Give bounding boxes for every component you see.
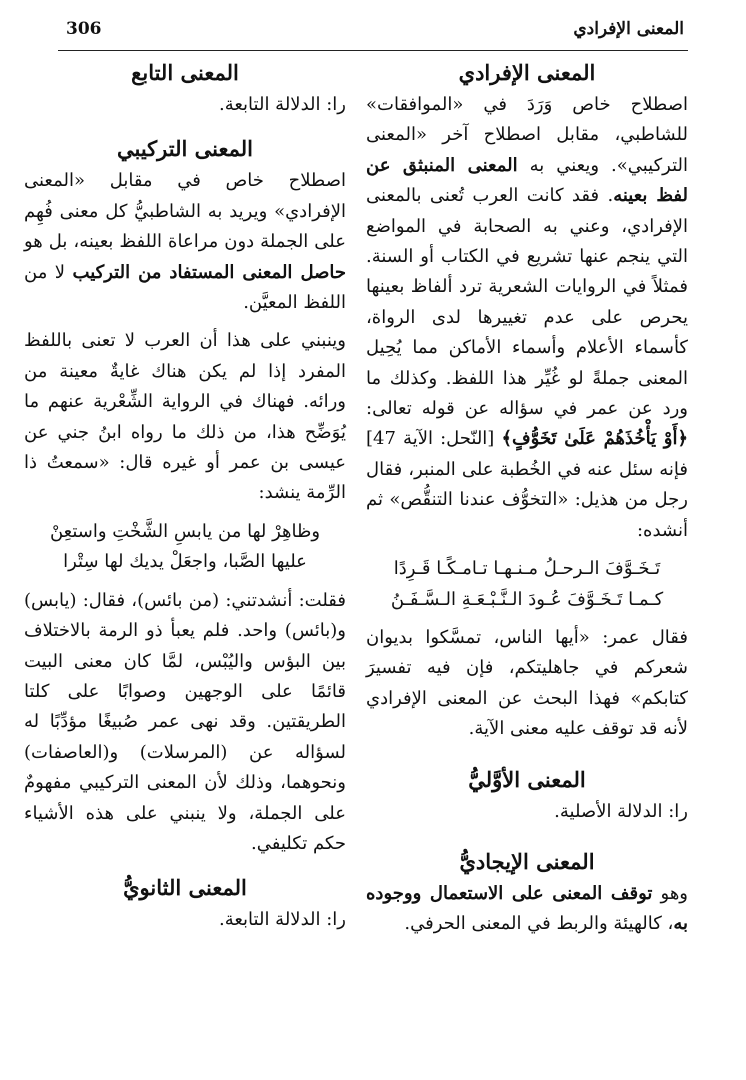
entry-paragraph: فقلت: أنشدتني: (من بائس)، فقال: (يابس) و(بائس) واحد. فلم يعبأ ذو الرمة بالاختلاف بين البؤس واليُبْس، لمَّا كان معنى البيت قائمًا على الوجهين وصوابًا على كلتا الطريقتين. وقد نهى عمر صُبيغًا مؤدِّبًا له لسؤاله عن (المرسلات) و(العاصفات) ونحوهما، وذلك لأن المعنى التركيبي مفهومٌ على الجملة، ولا ينبني على هذه الأشياء حكم تكليفي. (24, 589, 346, 854)
entry-text: [النّحل: الآية 47] فإنه سئل عنه في الخُطبة على المنبر، فقال رجل من هذيل: «التخوُّف عندنا التنقُّص» ثم أنشده: (366, 428, 688, 541)
entry-paragraph (24, 166, 346, 318)
page-number: 306 (66, 19, 102, 39)
definition-bold: حاصل المعنى المستفاد من التركيب (72, 261, 346, 283)
entry-text: ، كالهيئة والربط في المعنى الحرفي. (404, 913, 674, 935)
definition-bold: المعنى المنبثق عن لفظ بعينه (366, 154, 688, 207)
header-rule (58, 50, 688, 51)
entry-paragraph (366, 879, 688, 940)
running-title: المعنى الإفرادي (573, 19, 684, 39)
poem-verse: وظاهِرْ لها من يابسِ الشَّخْتِ واستعِنْ (49, 520, 321, 542)
entry-paragraph: فقال عمر: «أيها الناس، تمسَّكوا بديوان شعركم في جاهليتكم، فإن فيه تفسيرَ كتابكم» فهذا البحث عن المعنى الإفرادي لأنه قد توقف عليه معنى الآية. (366, 626, 688, 740)
cross-reference: را: الدلالة التابعة. (218, 94, 346, 115)
entry-title: المعنى الإيجاديُّ (459, 848, 595, 874)
entry-text: وهو (660, 882, 688, 904)
entry-text: اصطلاح خاص في مقابل «المعنى الإفرادي» ويريد به الشاطبيُّ كل معنى فُهِم على الجملة دون مراعاة اللفظ بعينه، بل هو (24, 170, 346, 253)
cross-reference: را: الدلالة التابعة. (218, 909, 346, 931)
definition-bold: توقف المعنى على الاستعمال ووجوده به (366, 882, 688, 935)
quran-verse: ﴿أَوْ يَأْخُذَهُمْ عَلَىٰ تَخَوُّفٍ﴾ (501, 428, 688, 450)
right-column (366, 56, 688, 940)
entry-title: المعنى التركيبي (117, 136, 253, 162)
entry-paragraph (366, 90, 688, 546)
entry-title: المعنى الأوَّليُّ (468, 766, 586, 792)
entry-text: . فقد كانت العرب تُعنى بالمعنى الإفرادي، وعني به الصحابة في المواضع التي ينجم عنها تشريع في الكتاب أو السنة. فمثلاً في الروايات الشعرية ترد ألفاظ بعينها يحرص على عدم تغييرها لدى الرواة، كأسماء الأعلام وأسماء الأماكن مما يُحِيل المعنى جملةً لو غُيِّر هذا اللفظ. وكذلك ما ورد عن عمر في سؤاله عن قوله تعالى: (366, 185, 688, 420)
entry-paragraph: وينبني على هذا أن العرب لا تعنى باللفظ المفرد إذا لم يكن هناك غايةٌ معينة من ورائه. فهناك في الرواية الشِّعْرية عنهم ما يُوَضِّح هذا، من ذلك ما رواه ابنُ جني عن عيسى بن عمر أو غيره قال: «سمعتُ ذا الرِّمة ينشد: (24, 330, 346, 504)
entry-title: المعنى التابع (131, 60, 239, 85)
left-column (24, 56, 346, 936)
poem-verse: تَـخَـوَّفَ الـرحـلُ مـنـهـا تـامـكًـا قَـرِدًا (393, 558, 661, 580)
entry-title: المعنى الإفرادي (458, 60, 596, 85)
poem-verse: عليها الصَّبا، واجعَلْ يديك لها سِتْرا (63, 551, 307, 573)
entry-title: المعنى الثانويُّ (123, 875, 247, 901)
entry-text: لا من اللفظ المعيَّن. (24, 261, 346, 314)
cross-reference: را: الدلالة الأصلية. (554, 800, 688, 822)
entry-text: اصطلاح خاص وَرَدَ في «الموافقات» للشاطبي، مقابل اصطلاح آخر «المعنى التركيبي». ويعني به (366, 94, 688, 176)
poem-verse: كـمـا تَـخَـوَّفَ عُـودَ الـنَّـبْـعَـةِ الـسَّـفَـنُ (390, 588, 664, 610)
